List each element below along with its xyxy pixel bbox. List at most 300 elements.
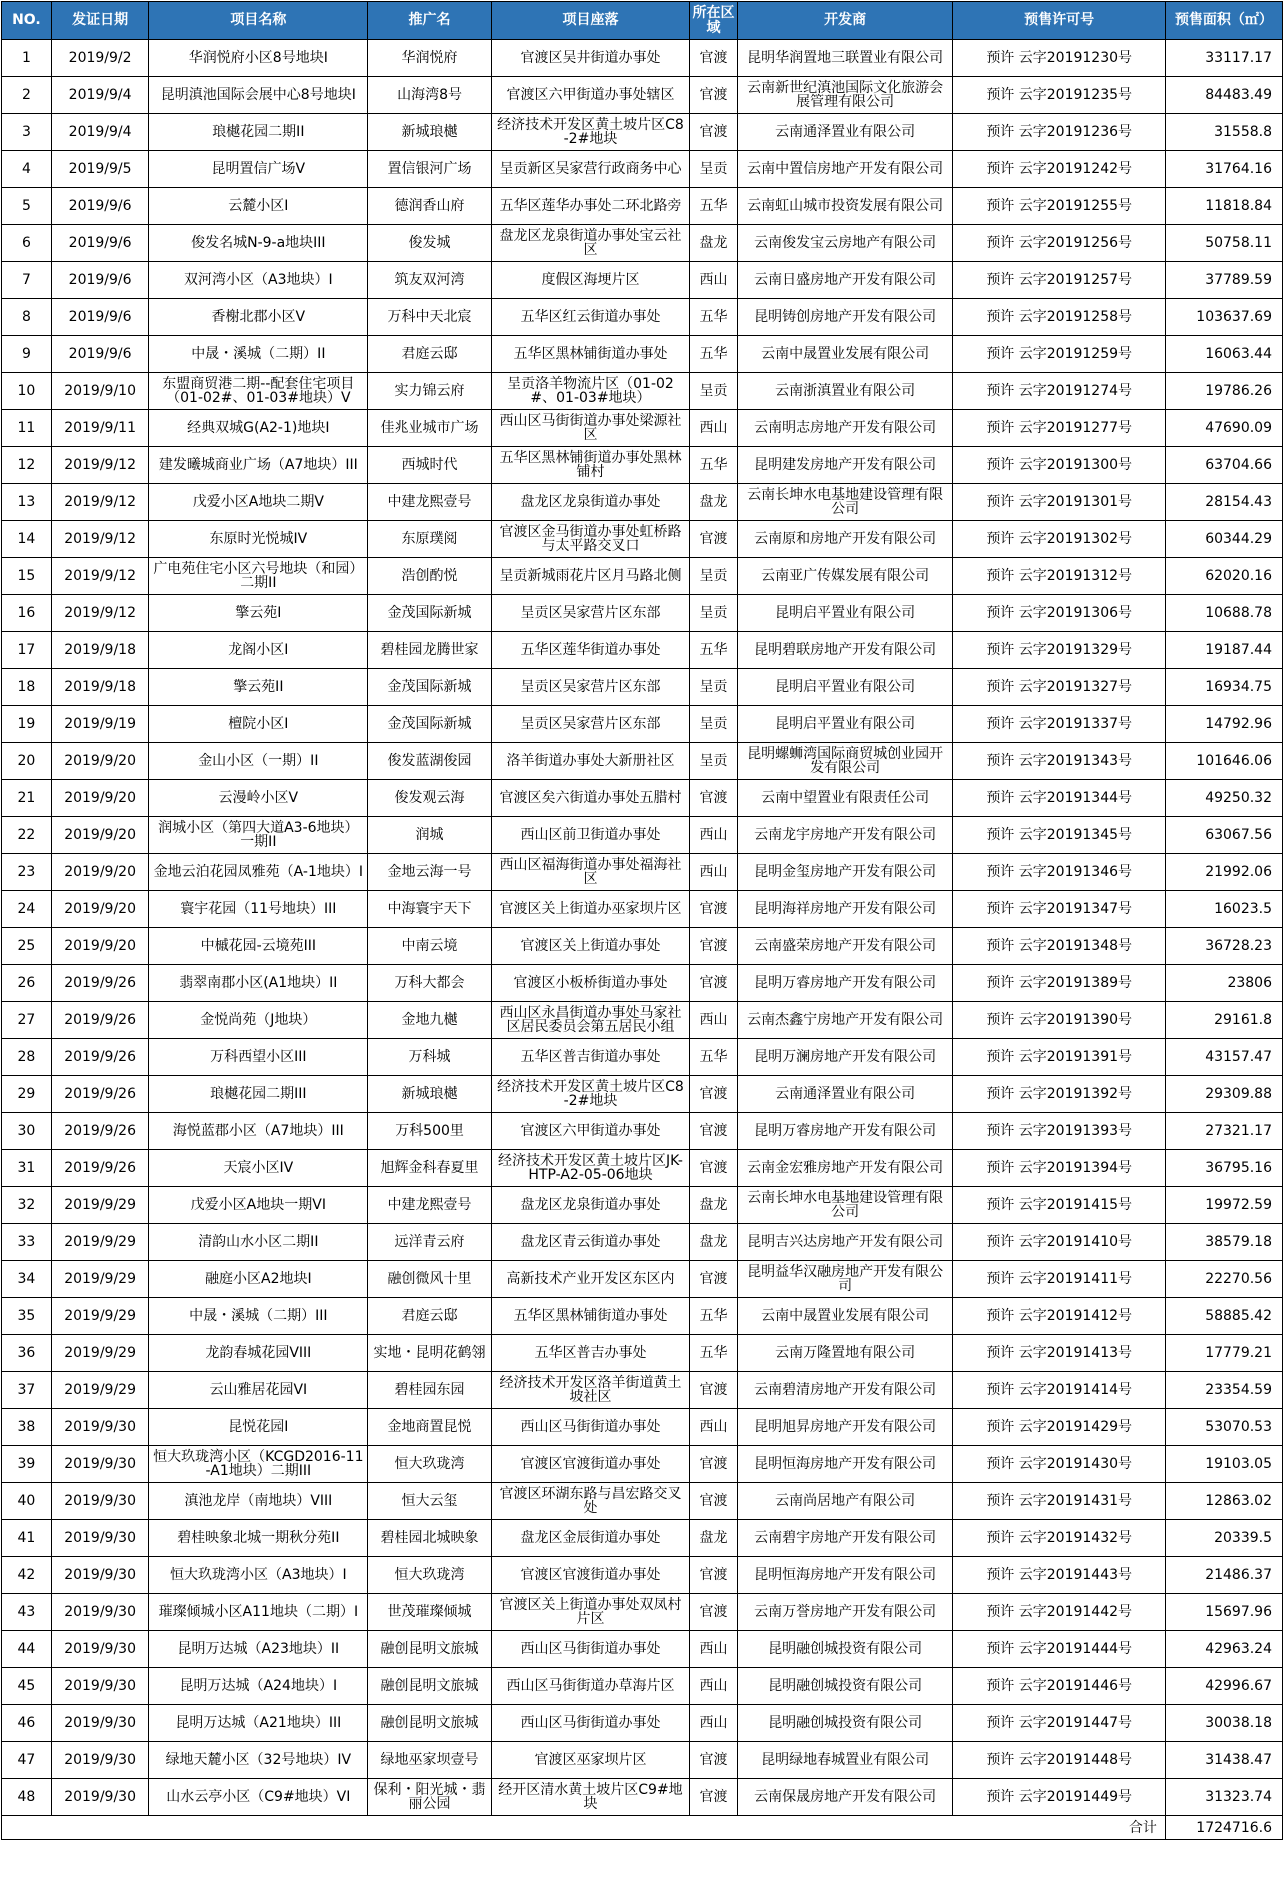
cell-area: 36795.16 bbox=[1165, 1150, 1282, 1187]
cell-developer: 昆明恒海房地产开发有限公司 bbox=[737, 1446, 953, 1483]
cell-location: 西山区马街街道办事处梁源社区 bbox=[491, 410, 689, 447]
table-row bbox=[2, 1409, 1283, 1446]
cell-project: 翡翠南郡小区(A1地块）II bbox=[149, 965, 368, 1002]
cell-permit: 预许 云字20191301号 bbox=[953, 484, 1165, 521]
cell-permit: 预许 云字20191442号 bbox=[953, 1594, 1165, 1631]
cell-no: 46 bbox=[2, 1705, 52, 1742]
cell-project: 恒大玖珑湾小区（KCGD2016-11-A1地块）二期III bbox=[149, 1446, 368, 1483]
cell-promo: 俊发蓝湖俊园 bbox=[368, 743, 492, 780]
cell-location: 官渡区关上街道办巫家坝片区 bbox=[491, 891, 689, 928]
cell-no: 48 bbox=[2, 1779, 52, 1816]
table-row bbox=[2, 1594, 1283, 1631]
cell-district: 官渡 bbox=[690, 40, 738, 77]
cell-permit: 预许 云字20191257号 bbox=[953, 262, 1165, 299]
cell-no: 14 bbox=[2, 521, 52, 558]
cell-no: 21 bbox=[2, 780, 52, 817]
cell-area: 27321.17 bbox=[1165, 1113, 1282, 1150]
cell-permit: 预许 云字20191446号 bbox=[953, 1668, 1165, 1705]
cell-district: 西山 bbox=[690, 1668, 738, 1705]
cell-promo: 旭辉金科春夏里 bbox=[368, 1150, 492, 1187]
cell-district: 官渡 bbox=[690, 1372, 738, 1409]
cell-project: 琅樾花园二期III bbox=[149, 1076, 368, 1113]
cell-date: 2019/9/30 bbox=[51, 1446, 149, 1483]
cell-area: 19786.26 bbox=[1165, 373, 1282, 410]
cell-developer: 昆明螺蛳湾国际商贸城创业园开发有限公司 bbox=[737, 743, 953, 780]
cell-area: 16063.44 bbox=[1165, 336, 1282, 373]
cell-no: 12 bbox=[2, 447, 52, 484]
cell-area: 22270.56 bbox=[1165, 1261, 1282, 1298]
cell-date: 2019/9/6 bbox=[51, 336, 149, 373]
cell-no: 10 bbox=[2, 373, 52, 410]
cell-developer: 云南通泽置业有限公司 bbox=[737, 1076, 953, 1113]
cell-district: 官渡 bbox=[690, 780, 738, 817]
cell-date: 2019/9/20 bbox=[51, 928, 149, 965]
cell-project: 昆明万达城（A23地块）II bbox=[149, 1631, 368, 1668]
cell-date: 2019/9/20 bbox=[51, 780, 149, 817]
cell-location: 官渡区关上街道办事处 bbox=[491, 928, 689, 965]
header-promo: 推广名 bbox=[368, 2, 492, 40]
cell-promo: 碧桂园北城映象 bbox=[368, 1520, 492, 1557]
cell-project: 双河湾小区（A3地块）I bbox=[149, 262, 368, 299]
cell-promo: 中海寰宇天下 bbox=[368, 891, 492, 928]
cell-area: 19972.59 bbox=[1165, 1187, 1282, 1224]
header-area: 预售面积（㎡） bbox=[1165, 2, 1282, 40]
cell-area: 84483.49 bbox=[1165, 77, 1282, 114]
cell-district: 五华 bbox=[690, 1039, 738, 1076]
cell-promo: 远洋青云府 bbox=[368, 1224, 492, 1261]
cell-developer: 云南金宏雅房地产开发有限公司 bbox=[737, 1150, 953, 1187]
total-area: 1724716.6 bbox=[1165, 1816, 1282, 1840]
cell-district: 西山 bbox=[690, 817, 738, 854]
table-row bbox=[2, 1039, 1283, 1076]
cell-developer: 云南碧清房地产开发有限公司 bbox=[737, 1372, 953, 1409]
cell-permit: 预许 云字20191429号 bbox=[953, 1409, 1165, 1446]
cell-date: 2019/9/29 bbox=[51, 1335, 149, 1372]
cell-district: 西山 bbox=[690, 410, 738, 447]
cell-developer: 昆明海祥房地产开发有限公司 bbox=[737, 891, 953, 928]
cell-project: 绿地天麓小区（32号地块）IV bbox=[149, 1742, 368, 1779]
cell-location: 西山区福海街道办事处福海社区 bbox=[491, 854, 689, 891]
cell-no: 32 bbox=[2, 1187, 52, 1224]
presale-permit-table bbox=[1, 1, 1283, 1840]
header-permit: 预售许可号 bbox=[953, 2, 1165, 40]
table-row bbox=[2, 225, 1283, 262]
cell-developer: 云南万誉房地产开发有限公司 bbox=[737, 1594, 953, 1631]
cell-no: 43 bbox=[2, 1594, 52, 1631]
cell-district: 官渡 bbox=[690, 1261, 738, 1298]
cell-location: 官渡区吴井街道办事处 bbox=[491, 40, 689, 77]
cell-promo: 实地・昆明花鹤翎 bbox=[368, 1335, 492, 1372]
cell-area: 63704.66 bbox=[1165, 447, 1282, 484]
cell-permit: 预许 云字20191346号 bbox=[953, 854, 1165, 891]
cell-project: 恒大玖珑湾小区（A3地块）I bbox=[149, 1557, 368, 1594]
cell-location: 盘龙区青云街道办事处 bbox=[491, 1224, 689, 1261]
cell-date: 2019/9/29 bbox=[51, 1187, 149, 1224]
cell-date: 2019/9/26 bbox=[51, 965, 149, 1002]
cell-permit: 预许 云字20191389号 bbox=[953, 965, 1165, 1002]
cell-area: 19103.05 bbox=[1165, 1446, 1282, 1483]
cell-permit: 预许 云字20191345号 bbox=[953, 817, 1165, 854]
cell-no: 17 bbox=[2, 632, 52, 669]
cell-date: 2019/9/26 bbox=[51, 1150, 149, 1187]
cell-project: 云山雅居花园VI bbox=[149, 1372, 368, 1409]
cell-location: 官渡区六甲街道办事处 bbox=[491, 1113, 689, 1150]
cell-permit: 预许 云字20191255号 bbox=[953, 188, 1165, 225]
cell-permit: 预许 云字20191447号 bbox=[953, 1705, 1165, 1742]
cell-district: 五华 bbox=[690, 632, 738, 669]
cell-promo: 俊发观云海 bbox=[368, 780, 492, 817]
table-row bbox=[2, 632, 1283, 669]
cell-district: 呈贡 bbox=[690, 743, 738, 780]
cell-area: 10688.78 bbox=[1165, 595, 1282, 632]
cell-project: 龙阁小区I bbox=[149, 632, 368, 669]
cell-developer: 昆明绿地春城置业有限公司 bbox=[737, 1742, 953, 1779]
cell-area: 33117.17 bbox=[1165, 40, 1282, 77]
cell-promo: 西城时代 bbox=[368, 447, 492, 484]
table-row bbox=[2, 669, 1283, 706]
cell-project: 寰宇花园（11号地块）III bbox=[149, 891, 368, 928]
table-row bbox=[2, 817, 1283, 854]
cell-promo: 中南云境 bbox=[368, 928, 492, 965]
cell-project: 云漫岭小区V bbox=[149, 780, 368, 817]
cell-project: 龙韵春城花园VIII bbox=[149, 1335, 368, 1372]
table-row bbox=[2, 1557, 1283, 1594]
cell-no: 9 bbox=[2, 336, 52, 373]
cell-no: 18 bbox=[2, 669, 52, 706]
cell-date: 2019/9/6 bbox=[51, 262, 149, 299]
table-row bbox=[2, 299, 1283, 336]
cell-promo: 金茂国际新城 bbox=[368, 669, 492, 706]
cell-district: 官渡 bbox=[690, 114, 738, 151]
cell-location: 五华区黑林铺街道办事处 bbox=[491, 1298, 689, 1335]
cell-no: 27 bbox=[2, 1002, 52, 1039]
cell-location: 官渡区金马街道办事处虹桥路与太平路交叉口 bbox=[491, 521, 689, 558]
table-row bbox=[2, 1224, 1283, 1261]
cell-date: 2019/9/30 bbox=[51, 1779, 149, 1816]
cell-promo: 浩创酌悦 bbox=[368, 558, 492, 595]
cell-permit: 预许 云字20191448号 bbox=[953, 1742, 1165, 1779]
cell-no: 22 bbox=[2, 817, 52, 854]
table-row bbox=[2, 1261, 1283, 1298]
cell-promo: 融创昆明文旅城 bbox=[368, 1631, 492, 1668]
cell-location: 西山区马街街道办事处 bbox=[491, 1705, 689, 1742]
cell-permit: 预许 云字20191242号 bbox=[953, 151, 1165, 188]
cell-no: 39 bbox=[2, 1446, 52, 1483]
table-row bbox=[2, 336, 1283, 373]
cell-location: 西山区前卫街道办事处 bbox=[491, 817, 689, 854]
cell-location: 五华区普吉街道办事处 bbox=[491, 1039, 689, 1076]
cell-date: 2019/9/30 bbox=[51, 1409, 149, 1446]
cell-area: 14792.96 bbox=[1165, 706, 1282, 743]
table-row bbox=[2, 77, 1283, 114]
cell-promo: 德润香山府 bbox=[368, 188, 492, 225]
cell-district: 官渡 bbox=[690, 1113, 738, 1150]
cell-date: 2019/9/30 bbox=[51, 1668, 149, 1705]
cell-no: 35 bbox=[2, 1298, 52, 1335]
cell-district: 呈贡 bbox=[690, 373, 738, 410]
cell-location: 官渡区关上街道办事处双凤村片区 bbox=[491, 1594, 689, 1631]
cell-promo: 新城琅樾 bbox=[368, 1076, 492, 1113]
cell-permit: 预许 云字20191258号 bbox=[953, 299, 1165, 336]
cell-date: 2019/9/12 bbox=[51, 521, 149, 558]
table-row bbox=[2, 521, 1283, 558]
cell-developer: 昆明碧联房地产开发有限公司 bbox=[737, 632, 953, 669]
table-row bbox=[2, 1631, 1283, 1668]
cell-promo: 恒大玖珑湾 bbox=[368, 1446, 492, 1483]
table-row bbox=[2, 780, 1283, 817]
table-row bbox=[2, 1150, 1283, 1187]
cell-permit: 预许 云字20191391号 bbox=[953, 1039, 1165, 1076]
table-row bbox=[2, 928, 1283, 965]
cell-promo: 金茂国际新城 bbox=[368, 595, 492, 632]
cell-project: 俊发名城N-9-a地块III bbox=[149, 225, 368, 262]
cell-developer: 昆明金玺房地产开发有限公司 bbox=[737, 854, 953, 891]
cell-location: 呈贡区吴家营片区东部 bbox=[491, 595, 689, 632]
cell-district: 西山 bbox=[690, 262, 738, 299]
cell-location: 盘龙区龙泉街道办事处宝云社区 bbox=[491, 225, 689, 262]
cell-area: 42963.24 bbox=[1165, 1631, 1282, 1668]
cell-date: 2019/9/29 bbox=[51, 1298, 149, 1335]
cell-permit: 预许 云字20191337号 bbox=[953, 706, 1165, 743]
table-row bbox=[2, 706, 1283, 743]
cell-permit: 预许 云字20191277号 bbox=[953, 410, 1165, 447]
cell-district: 五华 bbox=[690, 299, 738, 336]
cell-location: 五华区莲华办事处二环北路旁 bbox=[491, 188, 689, 225]
cell-developer: 云南虹山城市投资发展有限公司 bbox=[737, 188, 953, 225]
cell-developer: 云南俊发宝云房地产有限公司 bbox=[737, 225, 953, 262]
cell-location: 官渡区官渡街道办事处 bbox=[491, 1557, 689, 1594]
cell-promo: 新城琅樾 bbox=[368, 114, 492, 151]
cell-no: 6 bbox=[2, 225, 52, 262]
cell-project: 昆悦花园I bbox=[149, 1409, 368, 1446]
cell-project: 香榭北郡小区V bbox=[149, 299, 368, 336]
cell-developer: 云南保晟房地产开发有限公司 bbox=[737, 1779, 953, 1816]
cell-project: 金悦尚苑（J地块） bbox=[149, 1002, 368, 1039]
cell-no: 8 bbox=[2, 299, 52, 336]
cell-location: 西山区马街街道办事处 bbox=[491, 1631, 689, 1668]
cell-date: 2019/9/26 bbox=[51, 1002, 149, 1039]
cell-no: 30 bbox=[2, 1113, 52, 1150]
cell-permit: 预许 云字20191414号 bbox=[953, 1372, 1165, 1409]
table-row bbox=[2, 1335, 1283, 1372]
cell-project: 金地云泊花园凤雅苑（A-1地块）I bbox=[149, 854, 368, 891]
cell-promo: 万科大都会 bbox=[368, 965, 492, 1002]
cell-location: 呈贡区吴家营片区东部 bbox=[491, 669, 689, 706]
cell-project: 擎云苑I bbox=[149, 595, 368, 632]
cell-date: 2019/9/30 bbox=[51, 1705, 149, 1742]
table-row bbox=[2, 891, 1283, 928]
cell-location: 经济技术开发区黄土坡片区C8-2#地块 bbox=[491, 1076, 689, 1113]
cell-area: 31764.16 bbox=[1165, 151, 1282, 188]
table-row bbox=[2, 1372, 1283, 1409]
cell-developer: 云南新世纪滇池国际文化旅游会展管理有限公司 bbox=[737, 77, 953, 114]
table-row bbox=[2, 1187, 1283, 1224]
cell-promo: 君庭云邸 bbox=[368, 1298, 492, 1335]
cell-location: 经开区清水黄土坡片区C9#地块 bbox=[491, 1779, 689, 1816]
cell-area: 53070.53 bbox=[1165, 1409, 1282, 1446]
cell-location: 官渡区官渡街道办事处 bbox=[491, 1446, 689, 1483]
cell-date: 2019/9/30 bbox=[51, 1557, 149, 1594]
cell-no: 24 bbox=[2, 891, 52, 928]
cell-location: 盘龙区金辰街道办事处 bbox=[491, 1520, 689, 1557]
cell-permit: 预许 云字20191256号 bbox=[953, 225, 1165, 262]
cell-date: 2019/9/30 bbox=[51, 1742, 149, 1779]
cell-developer: 云南原和房地产开发有限公司 bbox=[737, 521, 953, 558]
cell-developer: 昆明益华汉融房地产开发有限公司 bbox=[737, 1261, 953, 1298]
cell-developer: 云南尚居地产有限公司 bbox=[737, 1483, 953, 1520]
cell-area: 31438.47 bbox=[1165, 1742, 1282, 1779]
cell-area: 20339.5 bbox=[1165, 1520, 1282, 1557]
cell-no: 44 bbox=[2, 1631, 52, 1668]
cell-area: 101646.06 bbox=[1165, 743, 1282, 780]
cell-permit: 预许 云字20191306号 bbox=[953, 595, 1165, 632]
cell-developer: 昆明融创城投资有限公司 bbox=[737, 1668, 953, 1705]
cell-project: 广电苑住宅小区六号地块（和园）二期II bbox=[149, 558, 368, 595]
cell-district: 盘龙 bbox=[690, 1520, 738, 1557]
cell-date: 2019/9/20 bbox=[51, 891, 149, 928]
cell-area: 29161.8 bbox=[1165, 1002, 1282, 1039]
cell-no: 4 bbox=[2, 151, 52, 188]
cell-developer: 昆明铸创房地产开发有限公司 bbox=[737, 299, 953, 336]
table-row bbox=[2, 558, 1283, 595]
cell-developer: 昆明建发房地产开发有限公司 bbox=[737, 447, 953, 484]
cell-location: 呈贡洛羊物流片区（01-02#、01-03#地块） bbox=[491, 373, 689, 410]
cell-developer: 云南亚广传媒发展有限公司 bbox=[737, 558, 953, 595]
cell-area: 16023.5 bbox=[1165, 891, 1282, 928]
cell-promo: 金地九樾 bbox=[368, 1002, 492, 1039]
cell-location: 经济技术开发区黄土坡片区C8-2#地块 bbox=[491, 114, 689, 151]
cell-developer: 云南长坤水电基地建设管理有限公司 bbox=[737, 1187, 953, 1224]
cell-project: 润城小区（第四大道A3-6地块）一期II bbox=[149, 817, 368, 854]
cell-district: 西山 bbox=[690, 1409, 738, 1446]
cell-developer: 昆明启平置业有限公司 bbox=[737, 595, 953, 632]
cell-permit: 预许 云字20191344号 bbox=[953, 780, 1165, 817]
table-row bbox=[2, 410, 1283, 447]
cell-developer: 云南浙滇置业有限公司 bbox=[737, 373, 953, 410]
cell-no: 41 bbox=[2, 1520, 52, 1557]
cell-district: 五华 bbox=[690, 336, 738, 373]
cell-developer: 云南日盛房地产开发有限公司 bbox=[737, 262, 953, 299]
total-label: 合计 bbox=[2, 1816, 1166, 1840]
cell-area: 23806 bbox=[1165, 965, 1282, 1002]
cell-project: 华润悦府小区8号地块I bbox=[149, 40, 368, 77]
cell-project: 融庭小区A2地块I bbox=[149, 1261, 368, 1298]
cell-developer: 云南万隆置地有限公司 bbox=[737, 1335, 953, 1372]
cell-date: 2019/9/20 bbox=[51, 854, 149, 891]
cell-no: 34 bbox=[2, 1261, 52, 1298]
cell-no: 38 bbox=[2, 1409, 52, 1446]
cell-date: 2019/9/26 bbox=[51, 1076, 149, 1113]
cell-project: 天宸小区IV bbox=[149, 1150, 368, 1187]
cell-project: 经典双城G(A2-1)地块I bbox=[149, 410, 368, 447]
cell-no: 11 bbox=[2, 410, 52, 447]
table-row bbox=[2, 965, 1283, 1002]
cell-developer: 昆明华润置地三联置业有限公司 bbox=[737, 40, 953, 77]
cell-area: 21992.06 bbox=[1165, 854, 1282, 891]
cell-district: 盘龙 bbox=[690, 225, 738, 262]
cell-permit: 预许 云字20191259号 bbox=[953, 336, 1165, 373]
cell-district: 西山 bbox=[690, 1631, 738, 1668]
cell-promo: 绿地巫家坝壹号 bbox=[368, 1742, 492, 1779]
cell-permit: 预许 云字20191394号 bbox=[953, 1150, 1165, 1187]
cell-developer: 昆明旭昇房地产开发有限公司 bbox=[737, 1409, 953, 1446]
cell-date: 2019/9/4 bbox=[51, 114, 149, 151]
cell-promo: 保利・阳光城・翡丽公园 bbox=[368, 1779, 492, 1816]
cell-area: 63067.56 bbox=[1165, 817, 1282, 854]
cell-area: 23354.59 bbox=[1165, 1372, 1282, 1409]
cell-project: 建发曦城商业广场（A7地块）III bbox=[149, 447, 368, 484]
cell-project: 中晟・溪城（二期）III bbox=[149, 1298, 368, 1335]
cell-promo: 碧桂园龙腾世家 bbox=[368, 632, 492, 669]
cell-permit: 预许 云字20191413号 bbox=[953, 1335, 1165, 1372]
table-row bbox=[2, 1298, 1283, 1335]
cell-location: 五华区黑林铺街道办事处黑林铺村 bbox=[491, 447, 689, 484]
table-row bbox=[2, 114, 1283, 151]
cell-permit: 预许 云字20191412号 bbox=[953, 1298, 1165, 1335]
cell-area: 16934.75 bbox=[1165, 669, 1282, 706]
cell-area: 21486.37 bbox=[1165, 1557, 1282, 1594]
cell-location: 洛羊街道办事处大新册社区 bbox=[491, 743, 689, 780]
cell-area: 62020.16 bbox=[1165, 558, 1282, 595]
cell-area: 37789.59 bbox=[1165, 262, 1282, 299]
cell-no: 19 bbox=[2, 706, 52, 743]
cell-developer: 昆明启平置业有限公司 bbox=[737, 669, 953, 706]
cell-no: 5 bbox=[2, 188, 52, 225]
cell-location: 呈贡新区吴家营行政商务中心 bbox=[491, 151, 689, 188]
cell-no: 31 bbox=[2, 1150, 52, 1187]
cell-promo: 中建龙熙壹号 bbox=[368, 484, 492, 521]
cell-project: 东原时光悦城IV bbox=[149, 521, 368, 558]
cell-date: 2019/9/12 bbox=[51, 595, 149, 632]
table-row bbox=[2, 1705, 1283, 1742]
cell-date: 2019/9/30 bbox=[51, 1483, 149, 1520]
cell-location: 官渡区巫家坝片区 bbox=[491, 1742, 689, 1779]
table-row bbox=[2, 484, 1283, 521]
cell-district: 呈贡 bbox=[690, 595, 738, 632]
table-row bbox=[2, 595, 1283, 632]
cell-district: 官渡 bbox=[690, 1594, 738, 1631]
cell-district: 西山 bbox=[690, 1705, 738, 1742]
cell-area: 12863.02 bbox=[1165, 1483, 1282, 1520]
cell-location: 官渡区矣六街道办事处五腊村 bbox=[491, 780, 689, 817]
cell-area: 43157.47 bbox=[1165, 1039, 1282, 1076]
cell-permit: 预许 云字20191430号 bbox=[953, 1446, 1165, 1483]
table-row bbox=[2, 40, 1283, 77]
cell-date: 2019/9/6 bbox=[51, 225, 149, 262]
table-row bbox=[2, 151, 1283, 188]
cell-developer: 昆明万澜房地产开发有限公司 bbox=[737, 1039, 953, 1076]
cell-location: 呈贡区吴家营片区东部 bbox=[491, 706, 689, 743]
cell-no: 7 bbox=[2, 262, 52, 299]
cell-district: 官渡 bbox=[690, 1779, 738, 1816]
cell-developer: 昆明融创城投资有限公司 bbox=[737, 1705, 953, 1742]
cell-no: 23 bbox=[2, 854, 52, 891]
cell-promo: 山海湾8号 bbox=[368, 77, 492, 114]
cell-district: 呈贡 bbox=[690, 706, 738, 743]
cell-project: 檀院小区I bbox=[149, 706, 368, 743]
cell-district: 官渡 bbox=[690, 77, 738, 114]
cell-no: 13 bbox=[2, 484, 52, 521]
cell-no: 37 bbox=[2, 1372, 52, 1409]
cell-permit: 预许 云字20191274号 bbox=[953, 373, 1165, 410]
cell-date: 2019/9/29 bbox=[51, 1261, 149, 1298]
cell-permit: 预许 云字20191390号 bbox=[953, 1002, 1165, 1039]
cell-date: 2019/9/12 bbox=[51, 447, 149, 484]
cell-district: 五华 bbox=[690, 447, 738, 484]
cell-promo: 碧桂园东园 bbox=[368, 1372, 492, 1409]
cell-promo: 润城 bbox=[368, 817, 492, 854]
cell-location: 官渡区小板桥街道办事处 bbox=[491, 965, 689, 1002]
